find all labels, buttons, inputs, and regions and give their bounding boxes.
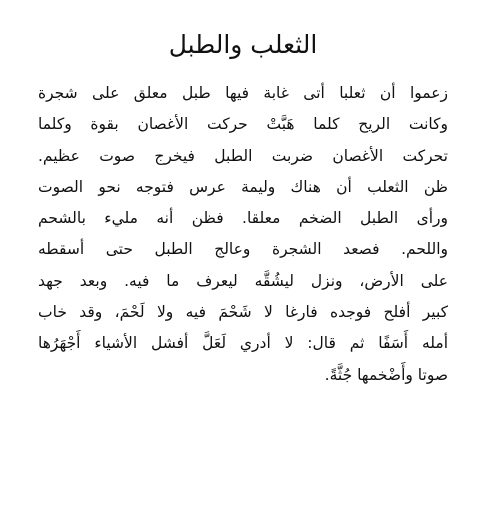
story-line-6: واللحم. فصعد الشجرة وعالج الطبل حتى أسقطه bbox=[38, 240, 448, 259]
story-line-9: أمله أَسَفًا ثم قال: لا أدري لَعَلَّ أفشل الأشياء أَجْهَرُها bbox=[38, 334, 448, 353]
story-line-1: زعموا أن ثعلبا أتى غابة فيها طبل معلق على شجرة bbox=[38, 84, 448, 102]
story-body bbox=[38, 78, 448, 391]
story-line-10: صوتا وأَضْخمها جُثَّةً. bbox=[324, 365, 448, 384]
document-title: الثعلب والطبل bbox=[168, 30, 318, 59]
story-line-4: ظن الثعلب أن هناك وليمة عرس فتوجه نحو الصوت bbox=[38, 177, 448, 196]
story-line-3: تحركت الأغصان ضربت الطبل فيخرج صوت عظيم. bbox=[38, 146, 448, 165]
story-line-8: كبير أفلح فوجده فارغا لا شَحْمَ فيه ولا لَحْمَ، وقد خاب bbox=[38, 303, 448, 322]
story-line-5: ورأى الطبل الضخم معلقا. فظن أنه مليء بالشحم bbox=[38, 209, 448, 228]
story-line-7: على الأرض، ونزل ليشُقَّه ليعرف ما فيه. وبعد جهد bbox=[38, 271, 448, 290]
story-line-2: وكانت الريح كلما هَبَّتْ حركت الأغصان بقوة وكلما bbox=[38, 115, 448, 134]
